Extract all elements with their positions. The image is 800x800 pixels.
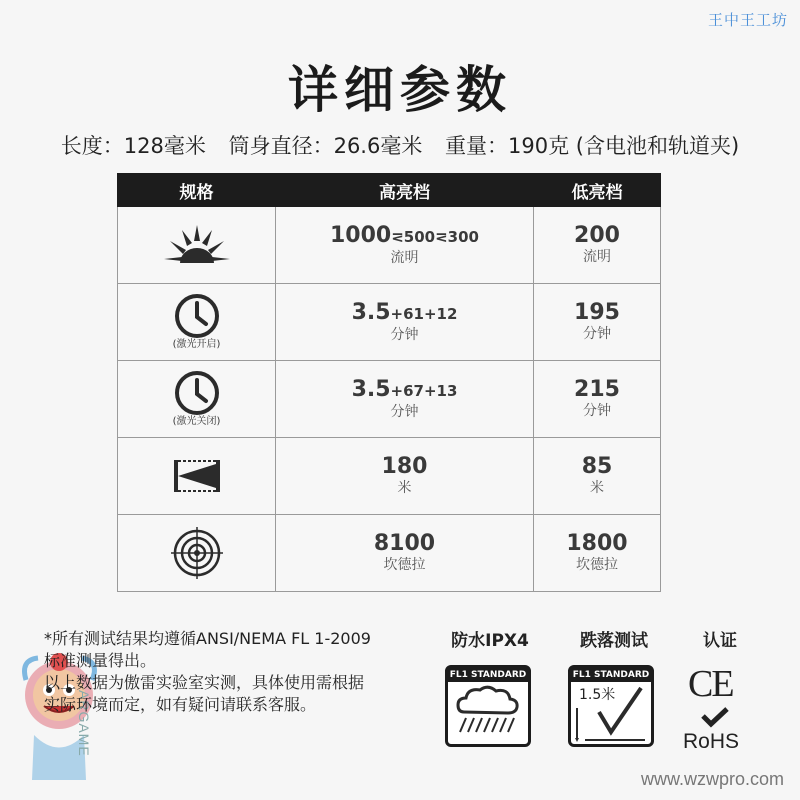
- high-value: 1000⋜500⋜300: [330, 222, 479, 248]
- footnote-line: 标准测量得出。: [44, 651, 157, 670]
- high-cell: [276, 284, 534, 361]
- low-cell: [534, 207, 661, 284]
- waterproof-badge: [445, 665, 531, 747]
- spec-diameter: 筒身直径：26.6毫米: [228, 134, 423, 158]
- drop-arrow-icon: [571, 682, 651, 744]
- drop-badge-head: FL1 STANDARD: [572, 670, 650, 680]
- waterproof-title: 防水IPX4: [451, 631, 529, 651]
- low-value: 195: [574, 300, 620, 325]
- site-url: www.wzwpro.com: [640, 769, 784, 789]
- table-row: [118, 284, 661, 361]
- low-unit: 流明: [583, 249, 611, 265]
- table-header-row: [118, 174, 661, 207]
- header-spec: 规格: [118, 174, 276, 207]
- high-value: 3.5+61+12: [351, 299, 458, 325]
- drop-test-badge: [568, 665, 654, 747]
- table-row: [118, 515, 661, 592]
- high-cell: [276, 361, 534, 438]
- header-low: 低亮档: [534, 174, 661, 207]
- low-cell: [534, 361, 661, 438]
- laser-on-caption: (激光开启): [172, 339, 221, 350]
- table-row: [118, 361, 661, 438]
- high-unit: 分钟: [390, 403, 419, 420]
- laser-off-caption: (激光关闭): [172, 416, 221, 427]
- waterproof-badge-head: FL1 STANDARD: [449, 670, 527, 680]
- specs-line: [0, 130, 800, 160]
- row-icon-cell: [118, 361, 276, 438]
- target-icon: [169, 525, 225, 581]
- high-cell: [276, 207, 534, 284]
- high-unit: 坎德拉: [383, 557, 426, 573]
- low-value: 1800: [566, 531, 628, 556]
- rohs-mark: RoHS: [683, 730, 740, 753]
- low-cell: [534, 515, 661, 592]
- high-cell: [276, 515, 534, 592]
- row-icon-cell: [118, 207, 276, 284]
- cert-title: 认证: [703, 631, 737, 651]
- footnote-line: 实际环境而定，如有疑问请联系客服。: [44, 695, 317, 714]
- clock-icon: [173, 370, 221, 416]
- high-cell: [276, 438, 534, 515]
- low-cell: [534, 284, 661, 361]
- footnote-line: *所有测试结果均遵循ANSI/NEMA FL 1-2009: [44, 629, 371, 648]
- spec-table: [117, 173, 661, 592]
- low-unit: 分钟: [583, 326, 611, 342]
- row-icon-cell: [118, 438, 276, 515]
- rain-cloud-icon: [448, 682, 528, 744]
- high-unit: 分钟: [390, 326, 419, 343]
- beam-distance-icon: [172, 458, 222, 494]
- spec-weight: 重量：190克 (含电池和轨道夹): [445, 134, 740, 158]
- watermark-top: 王中王工坊: [707, 11, 788, 29]
- drop-height: 1.5米: [579, 687, 616, 703]
- low-cell: [534, 438, 661, 515]
- low-value: 85: [581, 454, 613, 479]
- check-icon: [700, 706, 730, 728]
- low-value: 200: [574, 223, 620, 248]
- high-unit: 流明: [390, 249, 419, 266]
- ce-mark: CE: [688, 663, 733, 705]
- low-unit: 坎德拉: [576, 557, 618, 573]
- mascot-text: ARGAME: [76, 690, 92, 757]
- page-title: 详细参数: [288, 61, 512, 119]
- clock-icon: [173, 293, 221, 339]
- high-value: 3.5+67+13: [351, 376, 458, 402]
- table-row: [118, 438, 661, 515]
- low-unit: 分钟: [583, 403, 611, 419]
- high-value: 180: [381, 454, 428, 479]
- row-icon-cell: [118, 284, 276, 361]
- high-unit: 米: [397, 480, 412, 496]
- low-unit: 米: [590, 480, 604, 496]
- header-high: 高亮档: [276, 174, 534, 207]
- footnote-line: 以上数据为傲雷实验室实测，具体使用需根据: [44, 673, 365, 692]
- row-icon-cell: [118, 515, 276, 592]
- drop-test-title: 跌落测试: [580, 631, 648, 651]
- high-value: 8100: [373, 531, 436, 556]
- spec-length: 长度：128毫米: [60, 134, 206, 158]
- low-value: 215: [574, 377, 620, 402]
- footnote: [44, 628, 434, 716]
- brightness-icon: [162, 223, 232, 267]
- table-row: [118, 207, 661, 284]
